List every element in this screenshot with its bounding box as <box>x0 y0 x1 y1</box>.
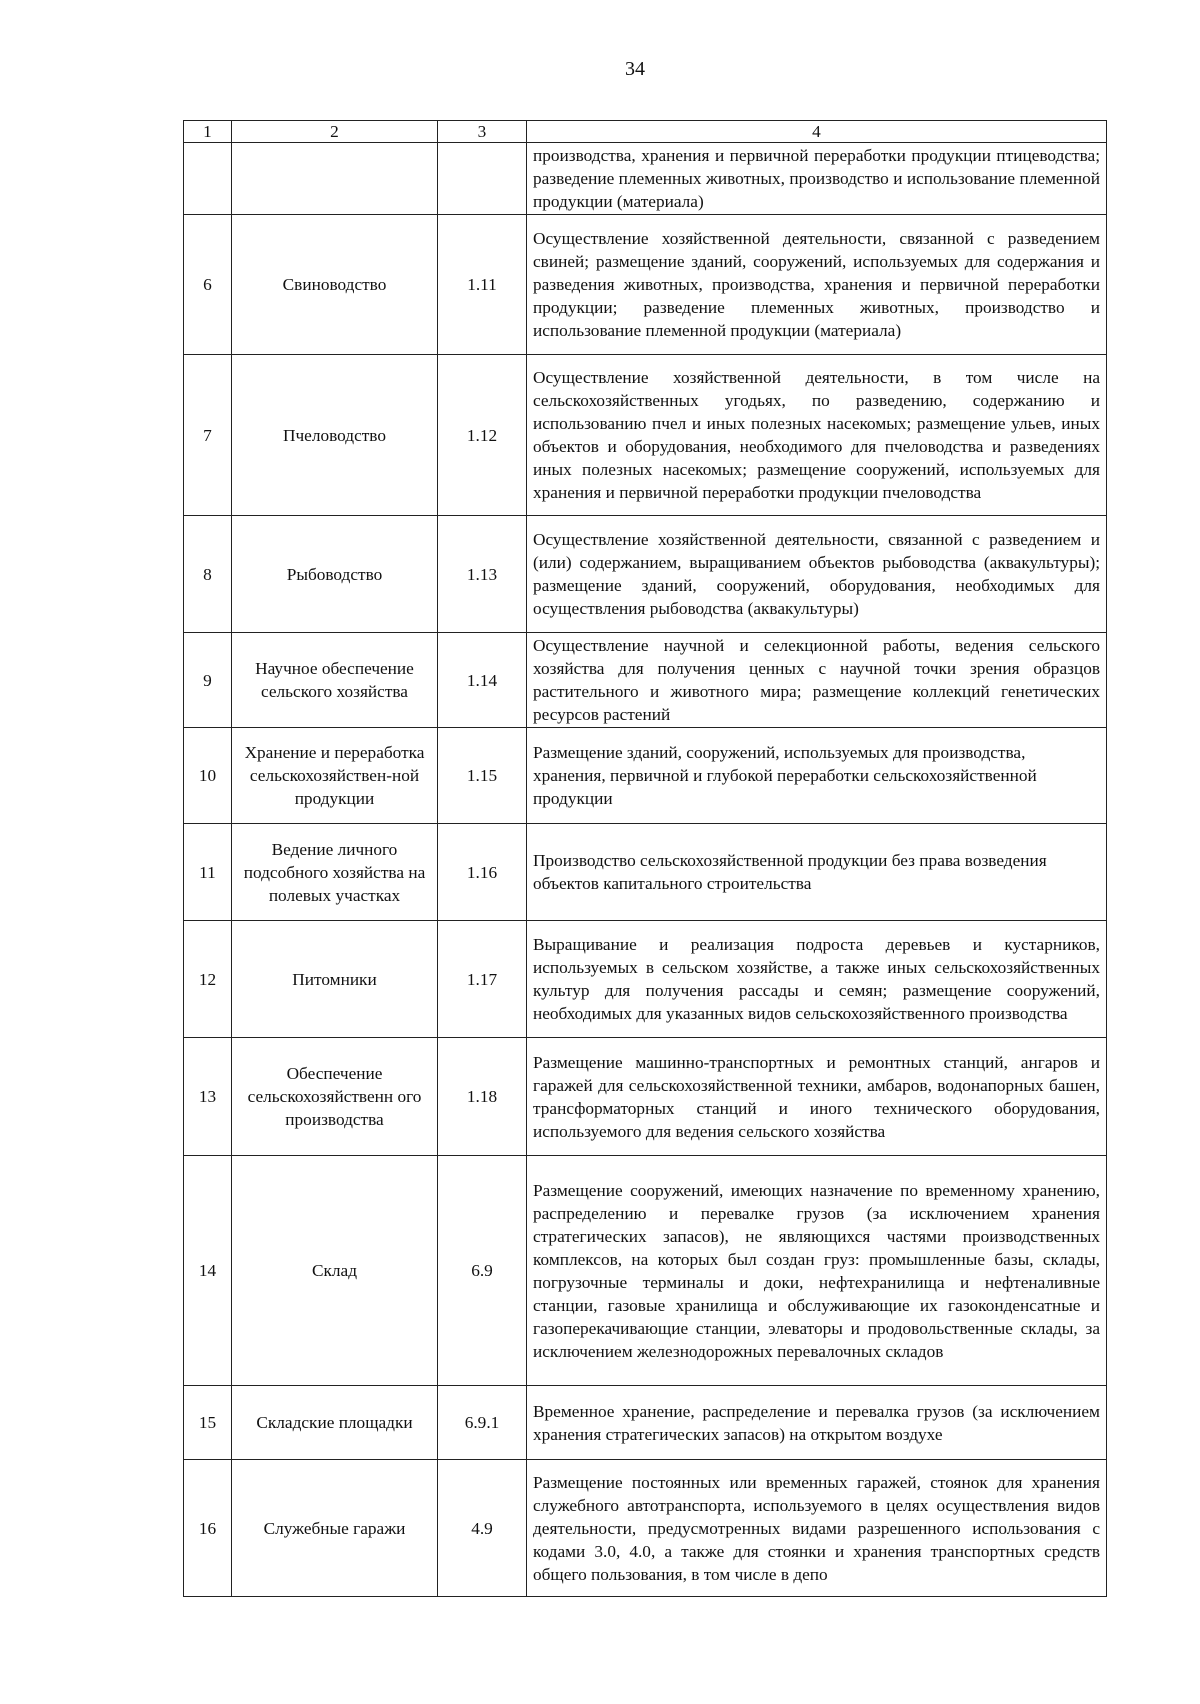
table-header-row <box>184 121 1107 143</box>
row-number: 6 <box>184 215 232 355</box>
row-code: 1.17 <box>438 921 527 1038</box>
row-number: 7 <box>184 355 232 516</box>
row-number: 15 <box>184 1386 232 1460</box>
row-name: Складские площадки <box>232 1386 438 1460</box>
row-name: Хранение и переработка сельскохозяйствен-ной продукции <box>232 728 438 824</box>
row-name: Питомники <box>232 921 438 1038</box>
table-row <box>184 633 1107 728</box>
row-description: Осуществление хозяйственной деятельности, в том числе на сельскохозяйственных угодьях, по разведению, содержанию и использованию пчел и иных полезных насекомых; размещение ульев, иных объектов и оборудования, необходимого для пчеловодства и разведениях иных полезных насекомых; размещение сооружений, используемых для хранения и первичной переработки продукции пчеловодства <box>527 355 1107 516</box>
table-row <box>184 1038 1107 1156</box>
table-row <box>184 1460 1107 1597</box>
row-number: 14 <box>184 1156 232 1386</box>
table-row <box>184 1386 1107 1460</box>
row-description: Производство сельскохозяйственной продукции без права возведения объектов капитального строительства <box>527 824 1107 921</box>
row-description: Осуществление хозяйственной деятельности, связанной с разведением свиней; размещение зданий, сооружений, используемых для содержания и разведения животных, производства, хранения и первичной переработки продукции; разведение племенных животных, производство и использование племенной продукции (материала) <box>527 215 1107 355</box>
row-description: Размещение зданий, сооружений, используемых для производства, хранения, первичной и глубокой переработки сельскохозяйственной продукции <box>527 728 1107 824</box>
row-code: 1.16 <box>438 824 527 921</box>
row-code <box>438 143 527 215</box>
row-number: 16 <box>184 1460 232 1597</box>
row-code: 1.14 <box>438 633 527 728</box>
row-description: Размещение машинно-транспортных и ремонтных станций, ангаров и гаражей для сельскохозяйственной техники, амбаров, водонапорных башен, трансформаторных станций и иного технического оборудования, используемого для ведения сельского хозяйства <box>527 1038 1107 1156</box>
row-number: 13 <box>184 1038 232 1156</box>
row-name: Свиноводство <box>232 215 438 355</box>
header-col-3: 3 <box>438 121 527 143</box>
table-row <box>184 1156 1107 1386</box>
row-code: 1.12 <box>438 355 527 516</box>
table-row <box>184 921 1107 1038</box>
table-row <box>184 143 1107 215</box>
row-description: Осуществление научной и селекционной работы, ведения сельского хозяйства для получения ценных с научной точки зрения образцов растительного и животного мира; размещение коллекций генетических ресурсов растений <box>527 633 1107 728</box>
row-name: Ведение личного подсобного хозяйства на полевых участках <box>232 824 438 921</box>
row-code: 6.9 <box>438 1156 527 1386</box>
header-col-2: 2 <box>232 121 438 143</box>
page-number: 34 <box>625 58 645 80</box>
row-name: Пчеловодство <box>232 355 438 516</box>
land-use-table <box>183 120 1107 1597</box>
table-row <box>184 824 1107 921</box>
row-number: 11 <box>184 824 232 921</box>
row-name: Склад <box>232 1156 438 1386</box>
row-description: Выращивание и реализация подроста деревьев и кустарников, используемых в сельском хозяйстве, а также иных сельскохозяйственных культур для получения рассады и семян; размещение сооружений, необходимых для указанных видов сельскохозяйственного производства <box>527 921 1107 1038</box>
row-number: 10 <box>184 728 232 824</box>
table-row <box>184 215 1107 355</box>
row-number: 12 <box>184 921 232 1038</box>
row-name: Научное обеспечение сельского хозяйства <box>232 633 438 728</box>
row-description: производства, хранения и первичной переработки продукции птицеводства; разведение племенных животных, производство и использование племенной продукции (материала) <box>527 143 1107 215</box>
row-code: 1.15 <box>438 728 527 824</box>
header-col-4: 4 <box>527 121 1107 143</box>
table-row <box>184 355 1107 516</box>
row-number: 8 <box>184 516 232 633</box>
row-name: Служебные гаражи <box>232 1460 438 1597</box>
row-description: Размещение сооружений, имеющих назначение по временному хранению, распределению и перевалке грузов (за исключением хранения стратегических запасов), не являющихся частями производственных комплексов, на которых был создан груз: промышленные базы, склады, погрузочные терминалы и доки, нефтехранилища и нефтеналивные станции, газовые хранилища и обслуживающие их газоконденсатные и газоперекачивающие станции, элеваторы и продовольственные склады, за исключением железнодорожных перевалочных складов <box>527 1156 1107 1386</box>
row-code: 1.13 <box>438 516 527 633</box>
header-col-1: 1 <box>184 121 232 143</box>
row-name <box>232 143 438 215</box>
table-row <box>184 516 1107 633</box>
row-description: Временное хранение, распределение и перевалка грузов (за исключением хранения стратегических запасов) на открытом воздухе <box>527 1386 1107 1460</box>
row-code: 1.18 <box>438 1038 527 1156</box>
row-number: 9 <box>184 633 232 728</box>
row-name: Рыбоводство <box>232 516 438 633</box>
row-name: Обеспечение сельскохозяйственн ого производства <box>232 1038 438 1156</box>
row-code: 1.11 <box>438 215 527 355</box>
table-row <box>184 728 1107 824</box>
row-number <box>184 143 232 215</box>
row-code: 6.9.1 <box>438 1386 527 1460</box>
row-description: Осуществление хозяйственной деятельности, связанной с разведением и (или) содержанием, выращиванием объектов рыбоводства (аквакультуры); размещение зданий, сооружений, оборудования, необходимых для осуществления рыбоводства (аквакультуры) <box>527 516 1107 633</box>
row-description: Размещение постоянных или временных гаражей, стоянок для хранения служебного автотранспорта, используемого в целях осуществления видов деятельности, предусмотренных видами разрешенного использования с кодами 3.0, 4.0, а также для стоянки и хранения транспортных средств общего пользования, в том числе в депо <box>527 1460 1107 1597</box>
row-code: 4.9 <box>438 1460 527 1597</box>
